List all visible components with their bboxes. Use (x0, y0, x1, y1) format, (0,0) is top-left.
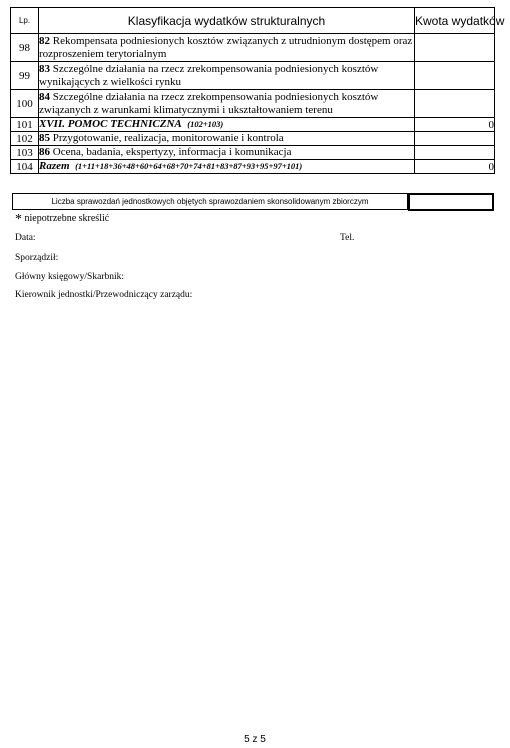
row-lp: 102 (11, 132, 39, 146)
row-description (39, 118, 415, 132)
report-count-row (12, 193, 492, 210)
asterisk: * (15, 212, 22, 227)
row-lp: 100 (11, 90, 39, 118)
section-formula: (102+103) (187, 119, 224, 129)
row-description (39, 62, 415, 90)
row-description (39, 34, 415, 62)
page-number: 5 z 5 (244, 734, 266, 745)
row-amount: 0 (415, 118, 495, 132)
footnote (15, 210, 109, 226)
row-text: Szczególne działania na rzecz zrekompensowania podniesionych kosztów wynikających z wielkości rynku (39, 62, 379, 88)
report-count-field[interactable] (408, 193, 494, 211)
row-description (39, 90, 415, 118)
row-code: 85 (39, 132, 50, 144)
row-amount[interactable] (415, 132, 495, 146)
table-header-row (11, 8, 495, 34)
table-row (11, 146, 495, 160)
row-amount[interactable] (415, 90, 495, 118)
row-text: Przygotowanie, realizacja, monitorowanie i kontrola (50, 132, 284, 144)
row-description (39, 132, 415, 146)
tel-label: Tel. (340, 233, 355, 243)
row-lp: 98 (11, 34, 39, 62)
row-lp: 103 (11, 146, 39, 160)
row-text: Szczególne działania na rzecz zrekompensowania podniesionych kosztów związanych z warunkami klimatycznymi i ukształtowaniem terenu (39, 90, 379, 116)
section-title: XVII. POMOC TECHNICZNA (39, 118, 182, 130)
row-amount[interactable] (415, 146, 495, 160)
row-description (39, 146, 415, 160)
table-row (11, 132, 495, 146)
row-amount: 0 (415, 160, 495, 174)
table-row-total (11, 160, 495, 174)
table-row (11, 90, 495, 118)
chief-accountant-label: Główny księgowy/Skarbnik: (15, 272, 124, 282)
total-title: Razem (39, 160, 70, 172)
report-count-label: Liczba sprawozdań jednostkowych objętych sprawozdaniem skonsolidowanym zbiorczym (12, 193, 408, 210)
footnote-text: niepotrzebne skreślić (22, 213, 110, 224)
table-row-section (11, 118, 495, 132)
date-label: Data: (15, 233, 36, 243)
header-classification: Klasyfikacja wydatków strukturalnych (39, 8, 415, 34)
row-amount[interactable] (415, 62, 495, 90)
row-code: 84 (39, 90, 50, 103)
row-code: 82 (39, 34, 50, 47)
table-row (11, 62, 495, 90)
header-amount: Kwota wydatków (415, 8, 495, 34)
expenditure-table (10, 7, 505, 174)
row-lp: 99 (11, 62, 39, 90)
row-code: 83 (39, 62, 50, 75)
header-lp: Lp. (11, 8, 39, 34)
row-amount[interactable] (415, 34, 495, 62)
row-text: Ocena, badania, ekspertyzy, informacja i komunikacja (50, 146, 292, 158)
row-text: Rekompensata podniesionych kosztów związanych z utrudnionym dostępem oraz rozproszeniem terytorialnym (39, 34, 413, 60)
prepared-by-label: Sporządził: (15, 253, 59, 263)
unit-head-label: Kierownik jednostki/Przewodniczący zarządu: (15, 290, 193, 300)
table-row (11, 34, 495, 62)
row-description (39, 160, 415, 174)
total-formula: (1+11+18+36+48+60+64+68+70+74+81+83+87+93+95+97+101) (75, 161, 303, 171)
row-lp: 104 (11, 160, 39, 174)
row-code: 86 (39, 146, 50, 158)
row-lp: 101 (11, 118, 39, 132)
